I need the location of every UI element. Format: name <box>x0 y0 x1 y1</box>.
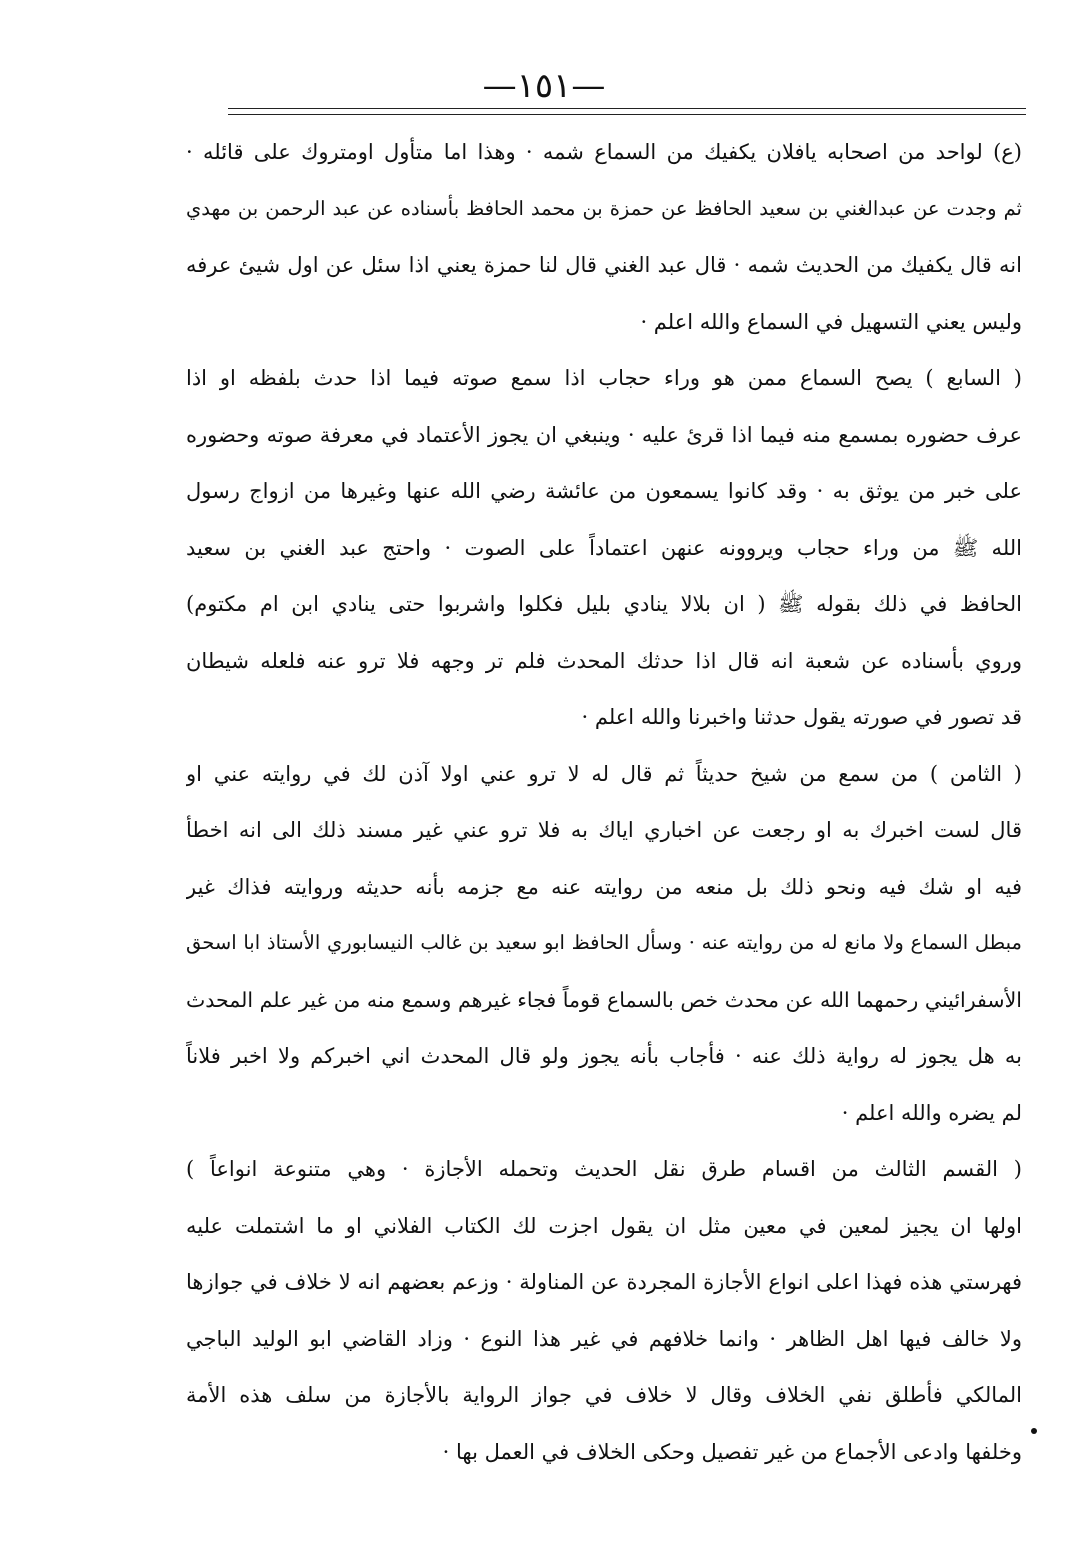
body-text <box>186 124 1022 1480</box>
margin-dot <box>1031 1428 1037 1434</box>
text-line: وليس يعني التسهيل في السماع والله اعلم · <box>640 309 1022 334</box>
text-line: وروي بأسناده عن شعبة انه قال اذا حدثك المحدث فلم تر وجهه فلا ترو عنه فلعله شيطان <box>186 648 1022 673</box>
text-line: قال لست اخبرك به او رجعت عن اخباري اياك به فلا ترو عني غير مسند ذلك الى انه اخطأ <box>186 818 1022 842</box>
text-line: ( السابع ) يصح السماع ممن هو وراء حجاب اذا سمع صوته فيما اذا حدث بلفظه او اذا <box>186 366 1022 390</box>
text-line: به هل يجوز له رواية ذلك عنه · فأجاب بأنه يجوز ولو قال المحدث اني اخبركم ولا اخبر فلاناً <box>186 1044 1022 1068</box>
text-line: عرف حضوره بمسمع منه فيما اذا قرئ عليه · وينبغي ان يجوز الأعتماد في معرفة صوته وحضوره <box>186 422 1022 447</box>
text-line: ( الثامن ) من سمع من شيخ حديثاً ثم قال له لا ترو عني اولا آذن لك في روايته عني او <box>186 761 1022 786</box>
text-line: الأسفرائيني رحمهما الله عن محدث خص بالسماع قوماً فجاء غيرهم وسمع منه من غير علم المحدث <box>186 987 1022 1012</box>
text-line: انه قال يكفيك من الحديث شمه · قال عبد الغني قال لنا حمزة يعني اذا سئل عن اول شيئ عرفه <box>186 253 1022 277</box>
text-line: الحافظ في ذلك بقوله ﷺ ( ان بلالا ينادي بليل فكلوا واشربوا حتى ينادي ابن ام مكتوم) <box>186 592 1022 616</box>
text-line: وخلفها وادعى الأجماع من غير تفصيل وحكى الخلاف في العمل بها · <box>442 1439 1022 1464</box>
text-line: اولها ان يجيز لمعين في معين مثل ان يقول اجزت لك الكتاب الفلاني او ما اشتملت عليه <box>186 1213 1022 1238</box>
text-line: المالكي فأطلق نفي الخلاف وقال لا خلاف في جواز الرواية بالأجازة من سلف هذه الأمة <box>186 1383 1022 1407</box>
text-line: قد تصور في صورته يقول حدثنا واخبرنا والله اعلم · <box>581 705 1022 729</box>
text-line: على خبر من يوثق به · وقد كانوا يسمعون من عائشة رضي الله عنها وغيرها من ازواج رسول <box>186 479 1022 503</box>
text-line: لم يضره والله اعلم · <box>841 1100 1022 1125</box>
section-heading: ( القسم الثالث من اقسام طرق نقل الحديث وتحمله الأجازة · وهي متنوعة انواعاً ) <box>186 1157 1022 1181</box>
text-line: مبطل السماع ولا مانع له من روايته عنه · وسأل الحافظ ابو سعيد بن غالب النيسابوري الأستاذ ابا اسحق <box>186 931 1022 954</box>
header-rule-top <box>228 108 1026 109</box>
header-rule-bottom <box>228 114 1026 115</box>
page-number: —١٥١— <box>482 66 606 106</box>
text-line: فهرستي هذه فهذا اعلى انواع الأجازة المجردة عن المناولة · وزعم بعضهم انه لا خلاف في جوازها <box>186 1270 1022 1294</box>
text-line: فيه او شك فيه ونحو ذلك بل منعه من روايته عنه مع جزمه بأنه حديثه وروايته فذاك غير <box>186 874 1022 899</box>
text-line: (ع) لواحد من اصحابه يافلان يكفيك من السماع شمه · وهذا اما متأول اومتروك على قائله · <box>186 140 1022 164</box>
text-line: ثم وجدت عن عبدالغني بن سعيد الحافظ عن حمزة بن محمد الحافظ بأسناده عن عبد الرحمن بن مهدي <box>186 196 1022 220</box>
text-line: الله ﷺ من وراء حجاب ويروونه عنهن اعتماداً على الصوت · واحتج عبد الغني بن سعيد <box>186 535 1022 560</box>
text-line: ولا خالف فيها اهل الظاهر · وانما خلافهم في غير هذا النوع · وزاد القاضي ابو الوليد الباجي <box>186 1326 1022 1351</box>
